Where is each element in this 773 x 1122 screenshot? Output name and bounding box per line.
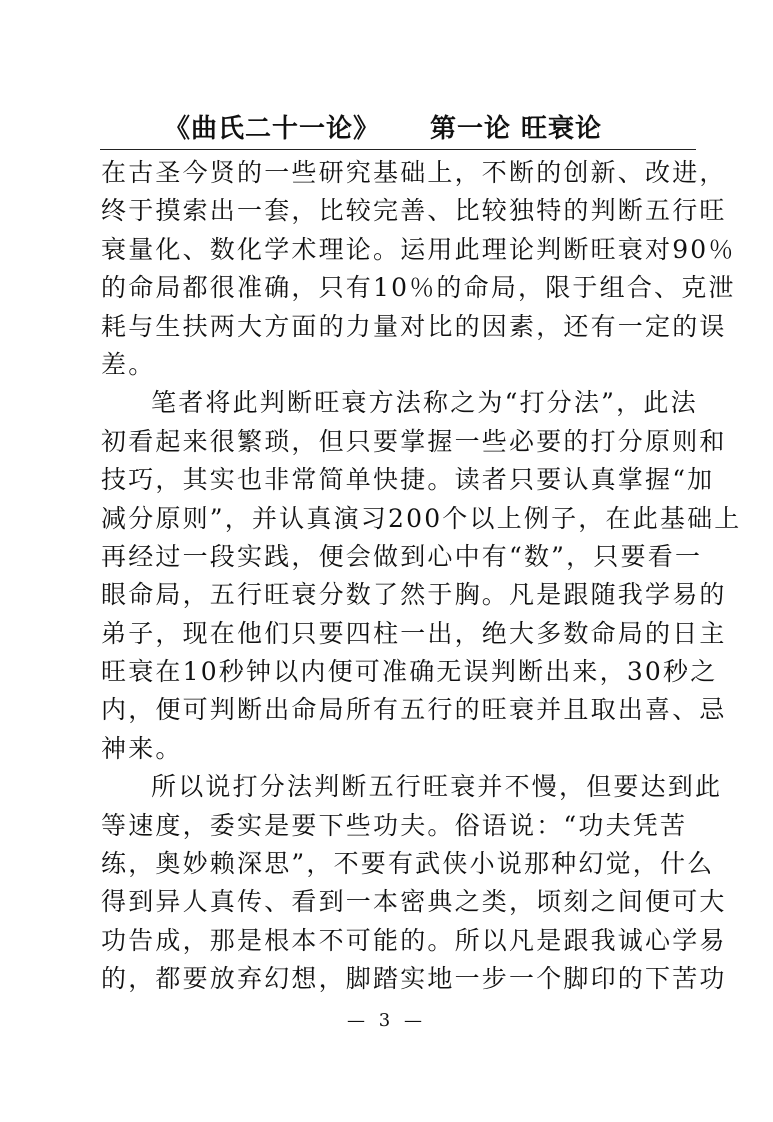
text-line: 终于摸索出一套，比较完善、比较独特的判断五行旺 <box>101 196 727 226</box>
text-line: 在古圣今贤的一些研究基础上，不断的创新、改进， <box>101 158 727 187</box>
text-line: 衰量化、数化学术理论。运用此理论判断旺衰对90％ <box>101 234 736 264</box>
text-line: 再经过一段实践，便会做到心中有“数”，只要看一 <box>101 541 703 571</box>
book-title: 《曲氏二十一论》 <box>164 114 381 144</box>
running-header <box>100 108 700 148</box>
text-line: 眼命局，五行旺衰分数了然于胸。凡是跟随我学易的 <box>101 580 727 610</box>
text-line: 耗与生扶两大方面的力量对比的因素，还有一定的误 <box>101 311 727 341</box>
text-line: 的命局都很准确，只有10％的命局，限于组合、克泄 <box>101 273 736 303</box>
header-divider <box>100 149 696 150</box>
text-line: 初看起来很繁琐，但只要掌握一些必要的打分原则和 <box>101 426 727 456</box>
text-line: 功告成，那是根本不可能的。所以凡是跟我诚心学易 <box>101 925 727 955</box>
chapter-title: 第一论 旺衰论 <box>430 114 603 144</box>
paragraph-start-line: 所以说打分法判断五行旺衰并不慢，但要达到此 <box>151 772 723 802</box>
body-text <box>101 154 742 999</box>
text-line: 技巧，其实也非常简单快捷。读者只要认真掌握“加 <box>101 465 715 495</box>
text-line: 练，奥妙赖深思”，不要有武侠小说那种幻觉，什么 <box>101 849 715 879</box>
page-number: — 3 — <box>347 1010 426 1031</box>
text-line: 内，便可判断出命局所有五行的旺衰并且取出喜、忌 <box>101 695 727 725</box>
text-line: 减分原则”，并认真演习200个以上例子，在此基础上 <box>101 503 742 533</box>
text-line: 神来。 <box>101 733 183 763</box>
paragraph-start-line: 笔者将此判断旺衰方法称之为“打分法”，此法 <box>151 388 698 418</box>
text-line: 差。 <box>101 349 156 379</box>
text-line: 弟子，现在他们只要四柱一出，绝大多数命局的日主 <box>101 618 727 648</box>
text-line: 旺衰在10秒钟以内便可准确无误判断出来，30秒之 <box>101 657 718 687</box>
text-line: 的，都要放弃幻想，脚踏实地一步一个脚印的下苦功 <box>101 964 727 994</box>
text-line: 等速度，委实是要下些功夫。俗语说：“功夫凭苦 <box>101 810 688 840</box>
text-line: 得到异人真传、看到一本密典之类，顷刻之间便可大 <box>101 887 727 917</box>
